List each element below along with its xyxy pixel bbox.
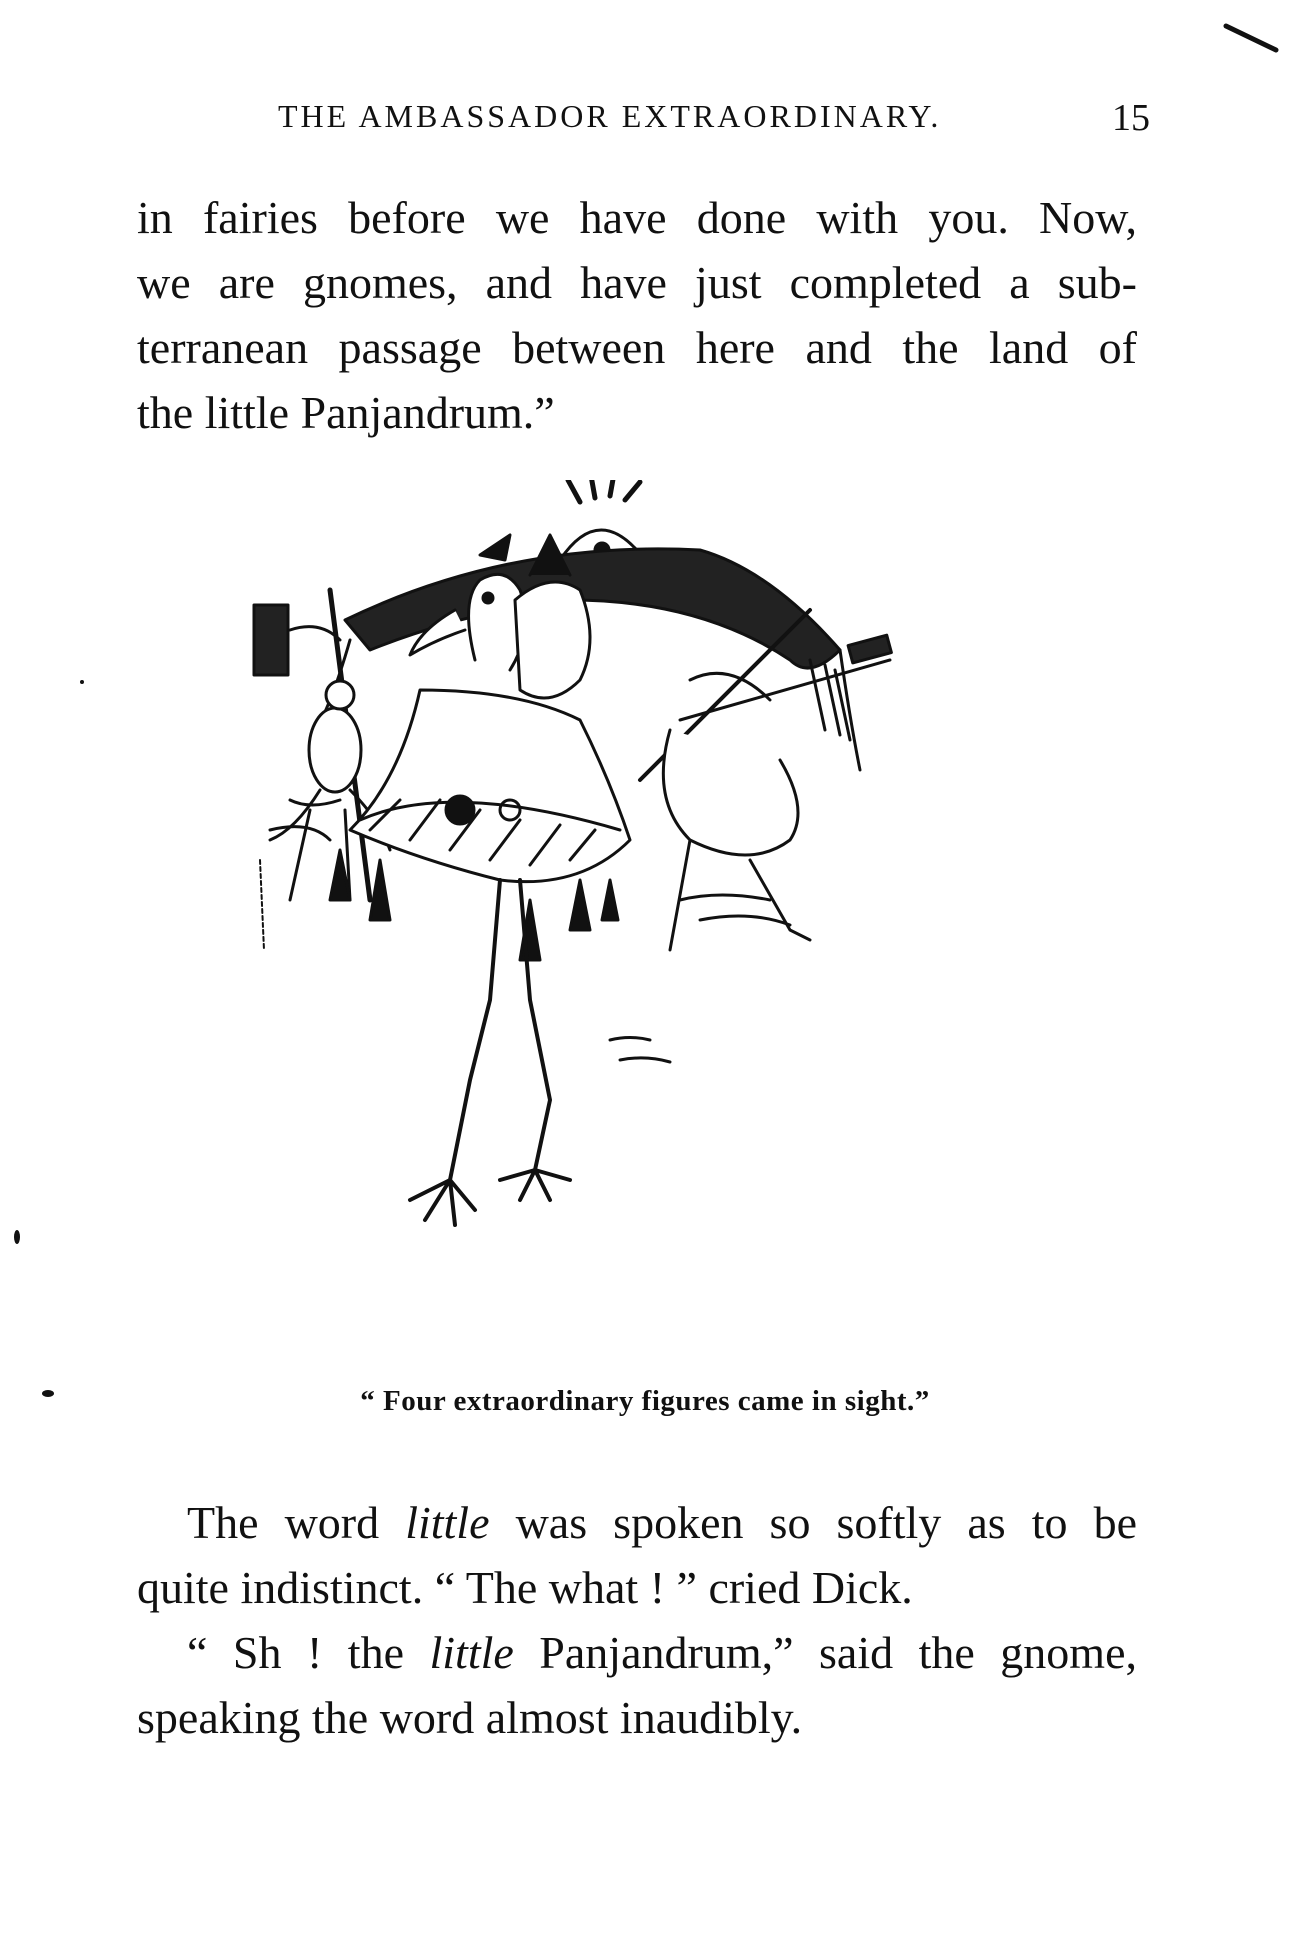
text-run: Panjandrum,” said the gnome,: [513, 1627, 1137, 1678]
scan-speck: [80, 680, 84, 684]
scan-mark-icon: [1222, 22, 1282, 54]
text-line: quite indistinct. “ The what ! ” cried Dick.: [137, 1562, 913, 1613]
emphasis-text: little: [405, 1497, 490, 1548]
top-paragraph: [137, 185, 1137, 445]
paragraph: [137, 1490, 1137, 1555]
text-run: The word: [187, 1497, 406, 1548]
paragraph: [137, 1620, 1137, 1685]
text-line: we are gnomes, and have just completed a sub-: [137, 257, 1137, 308]
emphasis-text: little: [429, 1627, 514, 1678]
scan-speck: [42, 1390, 54, 1397]
paragraph-continuation: [137, 1685, 1137, 1750]
text-line: terranean passage between here and the land of: [137, 322, 1137, 373]
stork-rider-illustration: [250, 480, 1010, 1370]
text-line: in fairies before we have done with you. Now,: [137, 192, 1137, 243]
running-title: THE AMBASSADOR EXTRAORDINARY.: [278, 98, 942, 134]
text-run: was spoken so softly as to be: [489, 1497, 1137, 1548]
scan-speck: [14, 1230, 20, 1244]
page-number: 15: [1112, 97, 1150, 139]
figure-caption: “ Four extraordinary figures came in sight.”: [360, 1385, 930, 1417]
paragraph-continuation: [137, 1555, 1137, 1620]
text-line: speaking the word almost inaudibly.: [137, 1692, 803, 1743]
running-head: [270, 98, 1150, 142]
text-line: the little Panjandrum.”: [137, 387, 555, 438]
text-run: “ Sh ! the: [187, 1627, 430, 1678]
bottom-paragraphs: [137, 1490, 1137, 1750]
